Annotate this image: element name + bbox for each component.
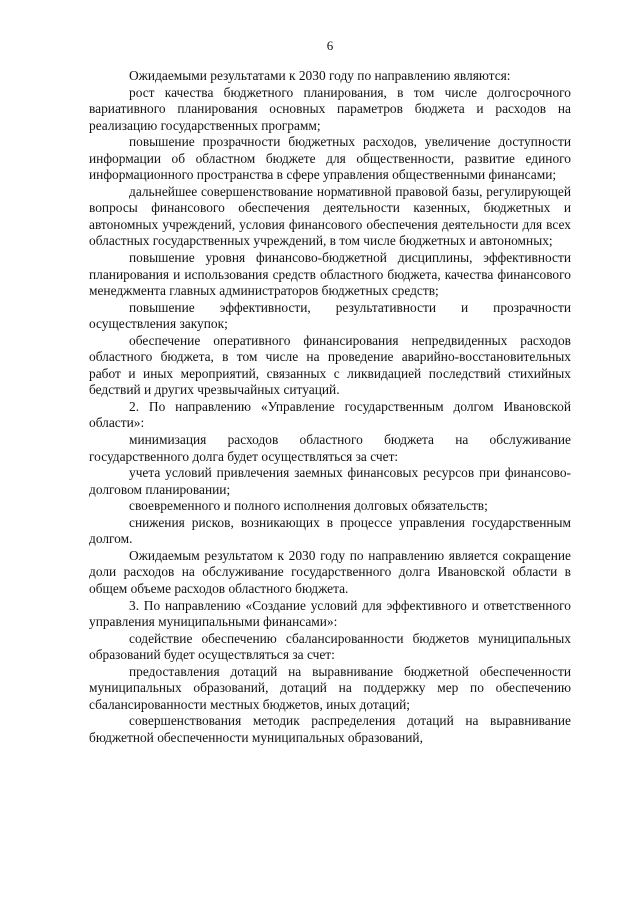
- paragraph: совершенствования методик распределения дотаций на выравнивание бюджетной обеспеченности муниципальных образований,: [89, 713, 571, 745]
- paragraph: повышение эффективности, результативности и прозрачности осуществления закупок;: [89, 299, 571, 332]
- paragraph: учета условий привлечения заемных финансовых ресурсов при финансово-долговом планировании;: [89, 465, 571, 497]
- document-body: [89, 68, 571, 746]
- paragraph: снижения рисков, возникающих в процессе управления государственным долгом.: [89, 514, 571, 547]
- paragraph: повышение прозрачности бюджетных расходов, увеличение доступности информации об областном бюджете для общественности, развитие единого информационного пространства в сфере управления общественными финансами;: [89, 134, 571, 183]
- paragraph: дальнейшее совершенствование нормативной правовой базы, регулирующей вопросы финансового обеспечения деятельности казенных, бюджетных и автономных учреждений, условия финансового обеспечения деятельности для всех областных государственных учреждений, в том числе бюджетных и автономных;: [89, 183, 571, 249]
- paragraph: своевременного и полного исполнения долговых обязательств;: [129, 498, 488, 514]
- section-heading-paragraph: 3. По направлению «Создание условий для эффективного и ответственного управления муниципальными финансами»:: [89, 597, 571, 630]
- paragraph: Ожидаемым результатом к 2030 году по направлению является сокращение доли расходов на обслуживание государственного долга Ивановской области в общем объеме расходов областного бюджета.: [89, 547, 571, 596]
- paragraph: Ожидаемыми результатами к 2030 году по направлению являются:: [129, 68, 511, 83]
- paragraph: повышение уровня финансово-бюджетной дисциплины, эффективности планирования и использования средств областного бюджета, качества финансового менеджмента главных администраторов бюджетных средств;: [89, 250, 571, 299]
- page-number: 6: [326, 38, 334, 53]
- paragraph: содействие обеспечению сбалансированности бюджетов муниципальных образований будет осуществляться за счет:: [89, 630, 571, 663]
- paragraph: рост качества бюджетного планирования, в том числе долгосрочного вариативного планирования основных параметров бюджета и расходов на реализацию государственных программ;: [89, 84, 571, 133]
- paragraph: минимизация расходов областного бюджета на обслуживание государственного долга будет осуществляться за счет:: [89, 432, 571, 464]
- paragraph: предоставления дотаций на выравнивание бюджетной обеспеченности муниципальных образований, дотаций на поддержку мер по обеспечению сбалансированности местных бюджетов, иных дотаций;: [89, 663, 571, 712]
- section-heading-paragraph: 2. По направлению «Управление государственным долгом Ивановской области»:: [89, 398, 571, 431]
- paragraph: обеспечение оперативного финансирования непредвиденных расходов областного бюджета, в том числе на проведение аварийно-восстановительных работ и иных мероприятий, связанных с ликвидацией последствий стихийных бедствий и других чрезвычайных ситуаций.: [89, 332, 571, 398]
